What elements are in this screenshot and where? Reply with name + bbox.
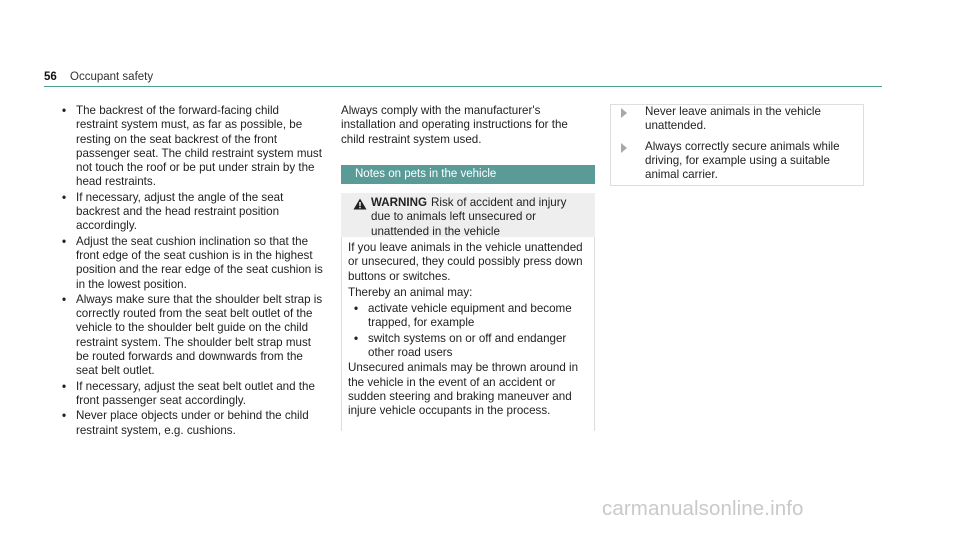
bullet: • bbox=[354, 302, 359, 316]
warning-body bbox=[341, 237, 595, 431]
warning-header bbox=[341, 193, 595, 237]
list-item: • Always make sure that the shoulder belt strap is correctly routed from the seat belt outlet of the vehicle to the shoulder belt guide on the child restraint system. The shoulder belt strap must be routed forwards and downwards from the seat belt outlet. bbox=[62, 292, 323, 378]
watermark: carmanualsonline.info bbox=[602, 497, 804, 520]
page-title: Occupant safety bbox=[70, 71, 154, 83]
tips-box bbox=[610, 104, 864, 186]
bullet: • bbox=[62, 104, 67, 117]
list-item: • switch systems on or off and endanger other road users bbox=[354, 331, 567, 360]
intro-paragraph: Always comply with the manufacturer's installation and operating instructions for the child restraint system used. bbox=[341, 104, 568, 146]
warning-paragraph: Unsecured animals may be thrown around in the vehicle in the event of an accident or sudden steering and braking maneuver and injure vehicle occupants in the process. bbox=[348, 361, 579, 418]
list-item: • If necessary, adjust the seat belt outlet and the front passenger seat accordingly. bbox=[62, 379, 315, 407]
column-2 bbox=[341, 104, 593, 147]
list-item: • Never place objects under or behind the child restraint system, e.g. cushions. bbox=[62, 409, 309, 437]
bullet: • bbox=[62, 409, 67, 423]
list-item: Always correctly secure animals while driving, for example using a suitable animal carrier. bbox=[611, 140, 859, 183]
arrow-right-icon bbox=[621, 143, 627, 153]
bullet: • bbox=[62, 379, 67, 393]
section-heading bbox=[341, 165, 595, 184]
list-item: • The backrest of the forward-facing child restraint system must, as far as possible, be resting on the seat backrest of the front passenger seat. The child restraint system must not touch the roof or be put under strain by the head restraints. bbox=[62, 104, 322, 189]
list-item: • Adjust the seat cushion inclination so that the front edge of the seat cushion is in the highest position and the rear edge of the seat cushion is in the lowest position. bbox=[62, 234, 323, 291]
arrow-right-icon bbox=[621, 108, 627, 118]
warning-triangle-icon bbox=[353, 198, 367, 210]
column-1 bbox=[62, 104, 324, 439]
list-item: Never leave animals in the vehicle unattended. bbox=[611, 105, 859, 134]
bullet: • bbox=[354, 331, 359, 345]
bullet: • bbox=[62, 190, 67, 204]
page-number: 56 bbox=[44, 71, 57, 83]
list-item: • If necessary, adjust the angle of the seat backrest and the head restraint position accordingly. bbox=[62, 190, 284, 233]
warning-box bbox=[341, 193, 595, 431]
list-item: • activate vehicle equipment and become trapped, for example bbox=[354, 302, 572, 330]
warning-heading: Risk of accident and injury due to animals left unsecured or unattended in the vehicle bbox=[371, 196, 567, 238]
bullet: • bbox=[62, 292, 67, 306]
warning-paragraph: Thereby an animal may: bbox=[348, 285, 473, 299]
page-header bbox=[44, 70, 153, 84]
warning-label: WARNING bbox=[371, 196, 428, 209]
section-title: Notes on pets in the vehicle bbox=[355, 168, 497, 180]
header-rule bbox=[44, 86, 882, 87]
bullet: • bbox=[62, 234, 67, 248]
warning-paragraph: If you leave animals in the vehicle unattended or unsecured, they could possibly press down buttons or switches. bbox=[348, 241, 583, 283]
